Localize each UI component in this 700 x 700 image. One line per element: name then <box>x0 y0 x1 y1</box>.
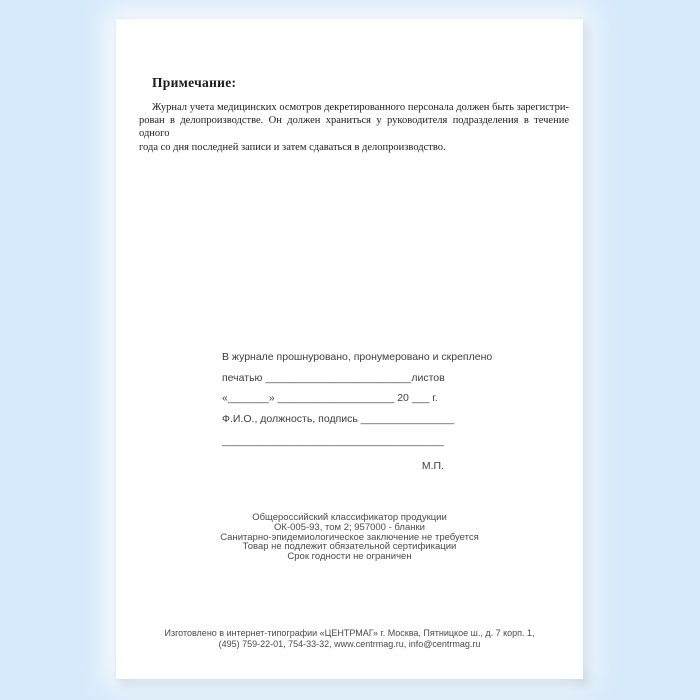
document-page <box>116 19 583 679</box>
seal-place-mark: М.П. <box>421 459 444 472</box>
binding-certification-block <box>222 347 493 476</box>
date-year-blank: ___ <box>411 392 430 404</box>
product-info-line: Санитарно-эпидемиологическое заключение не требуется <box>220 531 479 543</box>
date-close-quote: » <box>268 392 275 404</box>
product-classification-block <box>116 513 583 562</box>
date-year-suffix: г. <box>429 392 438 404</box>
product-info-line: Товар не подлежит обязательной сертификации <box>242 541 457 553</box>
sheets-count-blank: _________________________ <box>265 371 412 384</box>
signature-line <box>222 409 455 430</box>
note-paragraph <box>139 101 569 154</box>
product-info-line: ОК-005-93, том 2; 957000 - бланки <box>274 521 425 533</box>
printer-footer-line: (495) 759-22-01, 754-33-32, www.centrmag.ru, info@centrmag.ru <box>218 638 481 649</box>
sheets-suffix-label: листов <box>411 371 445 384</box>
note-heading: Примечание: <box>152 75 237 90</box>
date-line <box>222 388 450 409</box>
date-month-blank: ____________________ <box>277 392 395 404</box>
date-day-blank: _______ <box>227 392 269 404</box>
binding-intro-line: В журнале прошнуровано, пронумеровано и скреплено <box>222 351 493 363</box>
printer-footer <box>116 628 583 649</box>
signature-label: Ф.И.О., должность, подпись <box>222 412 361 425</box>
printer-footer-line: Изготовлено в интернет-типографии «ЦЕНТРМАГ» г. Москва, Пятницкое ш., д. 7 корп. 1, <box>164 628 535 638</box>
sheets-prefix-label: печатью <box>222 371 266 384</box>
date-open-quote: « <box>222 392 228 404</box>
note-paragraph-line: Журнал учета медицинских осмотров декретированного персонала должен быть зарегистри- <box>152 102 569 113</box>
signature-blank: ________________ <box>360 412 455 425</box>
product-info-line: Срок годности не ограничен <box>287 551 412 563</box>
note-paragraph-line: рован в делопроизводстве. Он должен храниться у руководителя подразделения в течение одного <box>139 115 569 140</box>
signature-rule-blank: ______________________________________ <box>222 435 444 447</box>
sheets-count-line <box>222 368 450 389</box>
product-info-line: Общероссийский классификатор продукции <box>252 512 447 523</box>
note-paragraph-line: года со дня последней записи и затем сдаваться в делопроизводство. <box>139 141 446 153</box>
date-year-prefix: 20 <box>394 392 412 404</box>
